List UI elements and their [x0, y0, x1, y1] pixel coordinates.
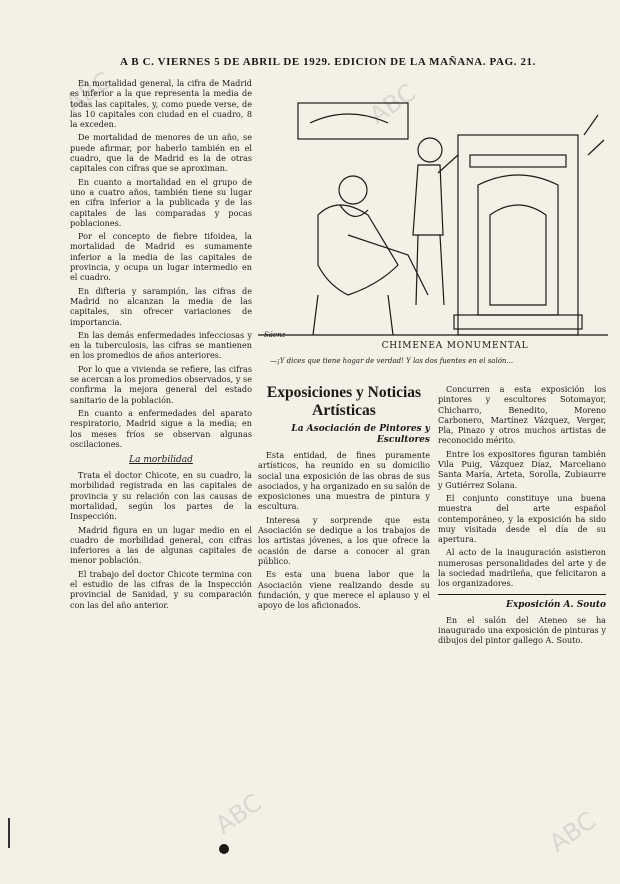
paragraph: Trata el doctor Chicote, en su cuadro, la morbilidad registrada en las capitales de provincia y su relación con las causas de mortalidad, según los partes de la Inspección.: [70, 470, 252, 522]
section-heading: La morbilidad: [129, 455, 193, 466]
armchair: [318, 205, 398, 295]
paragraph: Por lo que a vivienda se refiere, las cifras se acercan a los promedios observados, y se confirma la mejora general del estado sanitario de la población.: [70, 363, 252, 405]
watermark: ABC: [210, 788, 267, 840]
left-column: [70, 78, 252, 854]
paragraph: Es esta una buena labor que la Asociación viene realizando desde su fundación, y que merece el aplauso y el apoyo de los aficionados.: [258, 569, 430, 611]
wall-picture-drawing: [310, 114, 388, 123]
fireplace-base: [454, 315, 582, 329]
chair-legs: [313, 295, 393, 335]
standing-man-body: [413, 165, 443, 235]
seated-man-head: [339, 176, 367, 204]
paragraph: Interesa y sorprende que esta Asociación se dedique a los trabajos de los artistas jóvenes, a los que ofrece la ocasión de darse a conocer al gran público.: [258, 514, 430, 566]
margin-mark: [8, 818, 16, 848]
paragraph: En cuanto a enfermedades del aparato respiratorio, Madrid sigue a la media; en los meses fríos se observan algunas oscilaciones.: [70, 407, 252, 449]
cartoon-title: CHIMENEA MONUMENTAL: [381, 341, 529, 351]
standing-man-legs: [416, 235, 444, 305]
page-header: A B C. VIERNES 5 DE ABRIL DE 1929. EDICION DE LA MAÑANA. PAG. 21.: [120, 56, 537, 68]
watermark: ABC: [60, 66, 117, 118]
paragraph: De mortalidad de menores de un año, se puede afirmar, por haberlo también en el cuadro, que la de Madrid es la de otras capitales con cifras que se aproximan.: [70, 132, 252, 174]
paragraph: Por el concepto de fiebre tifoidea, la mortalidad de Madrid es sumamente inferior a la media de las capitales de provincia, y ocupa un lugar intermedio en el cuadro.: [70, 231, 252, 283]
seated-man-collar: [340, 205, 368, 216]
news-subtitle: La Asociación de Pintores y Escultores: [291, 424, 430, 445]
paragraph: Esta entidad, de fines puramente artísticos, ha reunido en su domicilio social una exposición de las obras de sus asociados, y ha organizado en su salón de exposiciones una muestra de pintura y escultura.: [258, 450, 430, 512]
paragraph: Entre los expositores figuran también Vila Puig, Vázquez Díaz, Marceliano Santa María, Arteta, Sorolla, Zubiaurre y Gutiérrez Solana.: [438, 448, 606, 490]
divider: [438, 594, 606, 595]
paragraph: El conjunto constituye una buena muestra del arte español contemporáneo, y la exposición ha sido muy visitada desde el día de su apertura.: [438, 492, 606, 545]
standing-man-head: [418, 138, 442, 162]
paragraph: En difteria y sarampión, las cifras de Madrid no alcanzan la media de las capitales, sin ofrecer variaciones de importancia.: [70, 285, 252, 327]
paragraph: Al acto de la inauguración asistieron numerosas personalidades del arte y de la sociedad madrileña, que felicitaron a los organizadores.: [438, 547, 606, 589]
standing-man-arm: [438, 155, 458, 173]
right-column: [438, 384, 606, 884]
paragraph: En las demás enfermedades infecciosas y en la tuberculosis, las cifras se mantienen en los promedios de años anteriores.: [70, 329, 252, 361]
paragraph: Madrid figura en un lugar medio en el cuadro de morbilidad general, con cifras inferiores a las de algunas capitales de menor población.: [70, 524, 252, 566]
paragraph: El trabajo del doctor Chicote termina con el estudio de las cifras de la Inspección provincial de Sanidad, y su comparación con las del año anterior.: [70, 568, 252, 610]
paragraph: En cuanto a mortalidad en el grupo de uno a cuatro años, también tiene su lugar en cifra inferior a la publicada y de las capitales de las comparadas y pocas poblaciones.: [70, 176, 252, 228]
news-title: Exposiciones y Noticias Artísticas: [266, 384, 422, 419]
paragraph: En el salón del Ateneo se ha inaugurado una exposición de pinturas y dibujos del pintor gallego A. Souto.: [438, 614, 606, 646]
watermark: ABC: [544, 806, 601, 858]
watermark: ABC: [364, 78, 421, 130]
fireplace-hearth: [490, 205, 546, 305]
middle-column: [258, 384, 430, 884]
bullet-mark-icon: [217, 842, 231, 856]
artist-signature: Sáenz: [264, 331, 286, 339]
paragraph: En mortalidad general, la cifra de Madrid es inferior a la que representa la media de todas las capitales, y, como puede verse, de las 10 capitales con ciudad en el cuadro, 8 la exceden.: [70, 78, 252, 130]
fireplace-mantel: [470, 155, 566, 167]
paragraph: Concurren a esta exposición los pintores y escultores Sotomayor, Chicharro, Benedito, Moreno Carbonero, Martínez Vázquez, Verger, Pla, Pinazo y otros muchos artistas de reconocido mérito.: [438, 384, 606, 446]
cartoon-illustration: [258, 95, 608, 347]
cartoon-caption: —¡Y dices que tiene hogar de verdad! Y las dos fuentes en el salón...: [270, 357, 514, 365]
subsection-heading: Exposición A. Souto: [505, 599, 606, 610]
plant: [584, 115, 604, 155]
